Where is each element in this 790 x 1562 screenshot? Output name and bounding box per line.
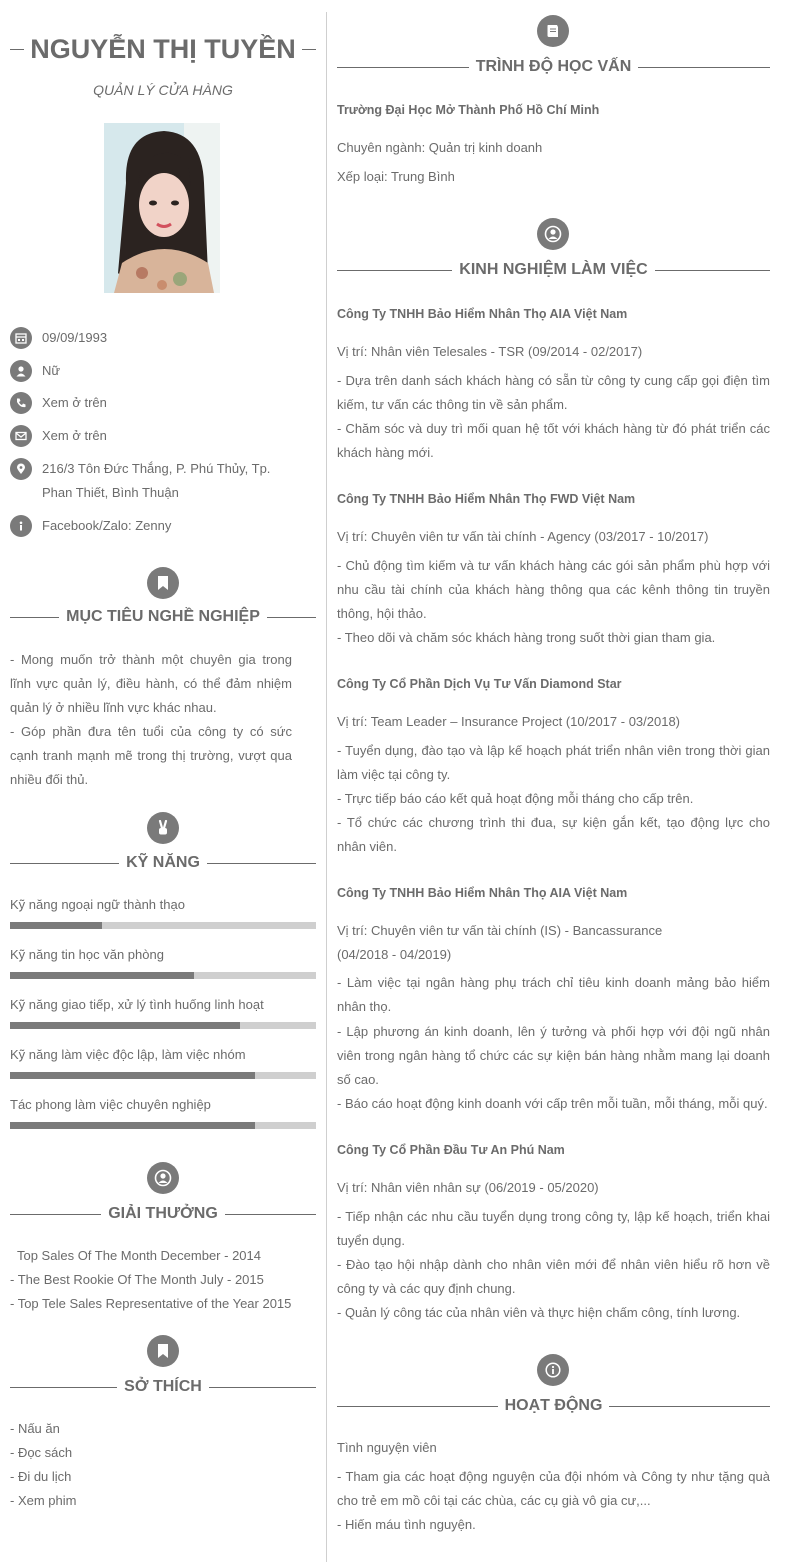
social-value: Facebook/Zalo: Zenny [42, 518, 172, 533]
skill-bar [10, 1122, 316, 1129]
job-duty: - Trực tiếp báo cáo kết quả hoạt động mỗi tháng cho cấp trên. [337, 791, 694, 806]
social-row [10, 514, 316, 538]
objective-text-1: - Mong muốn trở thành một chuyên gia trong lĩnh vực quản lý, điều hành, có thể đảm nhiệm quản lý ở nhiều lĩnh vực khác nhau. [10, 652, 292, 715]
experience-title-row [337, 261, 770, 279]
award-item: Top Sales Of The Month December - 2014 [10, 1248, 261, 1263]
skill-bar-fill [10, 922, 102, 929]
name-header [10, 34, 316, 65]
job-duty: - Làm việc tại ngân hàng phụ trách chỉ tiêu kinh doanh mảng bảo hiểm nhân thọ. [337, 975, 770, 1014]
activity-name: Tình nguyện viên [337, 1440, 437, 1455]
skill-bar [10, 972, 316, 979]
job-company: Công Ty TNHH Bảo Hiểm Nhân Thọ AIA Việt Nam [337, 886, 628, 900]
skill-bar-fill [10, 1022, 240, 1029]
skill-bar-fill [10, 972, 194, 979]
award-item: - Top Tele Sales Representative of the Year 2015 [10, 1296, 292, 1311]
address-value: 216/3 Tôn Đức Thắng, P. Phú Thủy, Tp. Phan Thiết, Bình Thuận [42, 461, 271, 500]
column-divider [326, 12, 327, 1562]
awards-title: GIẢI THƯỞNG [108, 1205, 218, 1222]
school-name: Trường Đại Học Mở Thành Phố Hồ Chí Minh [337, 103, 600, 117]
experience-title: KINH NGHIỆM LÀM VIỆC [459, 261, 648, 278]
birthday-value: 09/09/1993 [42, 330, 108, 345]
skill-item [10, 895, 316, 929]
skills-title-row [10, 854, 316, 872]
skill-label: Tác phong làm việc chuyên nghiệp [10, 1097, 211, 1112]
job-position: Vị trí: Nhân viên Telesales - TSR (09/2014 - 02/2017) [337, 344, 643, 359]
job-duty: - Tiếp nhận các nhu cầu tuyển dụng trong công ty, lập kế hoạch, triển khai tuyển dụng. [337, 1209, 770, 1248]
profile-photo [104, 123, 220, 293]
hobby-item: - Đọc sách [10, 1445, 73, 1460]
objective-text-2: - Góp phần đưa tên tuổi của công ty có sức cạnh tranh mạnh mẽ trong thị trường, vượt qua nhiều đối thủ. [10, 724, 292, 787]
job-company: Công Ty Cổ Phần Dịch Vụ Tư Vấn Diamond Star [337, 677, 622, 691]
activity-item: - Tham gia các hoạt động nguyện của đội nhóm và Công ty như tặng quà cho trẻ em mồ côi tại các chùa, các cụ già vô gia cư,... [337, 1469, 770, 1508]
hobbies-title-row [10, 1378, 316, 1396]
objective-title: MỤC TIÊU NGHỀ NGHIỆP [66, 608, 260, 625]
job-company: Công Ty TNHH Bảo Hiểm Nhân Thọ FWD Việt Nam [337, 492, 636, 506]
phone-value: Xem ở trên [42, 395, 107, 410]
job-position: Vị trí: Team Leader – Insurance Project (10/2017 - 03/2018) [337, 714, 681, 729]
job-duty: - Tổ chức các chương trình thi đua, sự kiện gắn kết, tạo động lực cho nhân viên. [337, 815, 770, 854]
job-duty: - Tuyển dụng, đào tạo và lập kế hoạch phát triển nhân viên trong thời gian làm việc tại công ty. [337, 743, 770, 782]
activities-title: HOẠT ĐỘNG [504, 1397, 603, 1414]
user-circle-icon [537, 218, 569, 250]
hobbies-title: SỞ THÍCH [124, 1378, 202, 1395]
info-icon [10, 515, 32, 537]
activities-title-row [337, 1397, 770, 1415]
education-title-row [337, 58, 770, 76]
skill-bar [10, 1022, 316, 1029]
skill-bar-fill [10, 1072, 255, 1079]
skill-label: Kỹ năng tin học văn phòng [10, 947, 164, 962]
skill-item [10, 1045, 316, 1079]
candidate-name: NGUYỄN THỊ TUYỀN [30, 34, 296, 64]
mail-icon [10, 425, 32, 447]
skill-item [10, 995, 316, 1029]
hobby-item: - Nấu ăn [10, 1421, 60, 1436]
skill-label: Kỹ năng giao tiếp, xử lý tình huống linh hoạt [10, 997, 264, 1012]
job-duty: - Báo cáo hoạt động kinh doanh với cấp trên mỗi tuần, mỗi tháng, mỗi quý. [337, 1096, 768, 1111]
skill-label: Kỹ năng làm việc độc lập, làm việc nhóm [10, 1047, 246, 1062]
job-position: Vị trí: Chuyên viên tư vấn tài chính - Agency (03/2017 - 10/2017) [337, 529, 709, 544]
user-circle-icon [147, 1162, 179, 1194]
location-pin-icon [10, 458, 32, 480]
job-duty: - Dựa trên danh sách khách hàng có sẵn từ công ty cung cấp gọi điện tìm kiếm, tư vấn các thông tin về sản phẩm. [337, 373, 770, 412]
job-position: Vị trí: Nhân viên nhân sự (06/2019 - 05/2020) [337, 1180, 599, 1195]
job-duty: - Đào tạo hội nhập dành cho nhân viên mới để nhân viên hiểu rõ hơn về công ty và các quy định chung. [337, 1257, 770, 1296]
book-icon [537, 15, 569, 47]
gender-value: Nữ [42, 363, 61, 378]
job-duty: - Quản lý công tác của nhân viên và thực hiện chấm công, tính lương. [337, 1305, 741, 1320]
objective-title-row [10, 608, 316, 626]
phone-icon [10, 392, 32, 414]
skill-bar [10, 1072, 316, 1079]
birthday-row [10, 326, 316, 350]
address-row [10, 457, 280, 505]
major: Chuyên ngành: Quản trị kinh doanh [337, 140, 543, 155]
gender-row [10, 359, 316, 383]
job-duty: - Chủ động tìm kiếm và tư vấn khách hàng các gói sản phẩm phù hợp với nhu cầu tài chính của khách hàng thông qua các kênh thông tin truyền thông, hội thảo. [337, 558, 770, 621]
calendar-icon [10, 327, 32, 349]
email-row [10, 424, 316, 448]
bookmark-icon [147, 567, 179, 599]
skill-bar-fill [10, 1122, 255, 1129]
job-duty: - Lập phương án kinh doanh, lên ý tưởng và phối hợp với đội ngũ nhân viên trong ngân hàng tổ chức các sự kiện bán hàng nhằm mang lại doanh số cao. [337, 1024, 770, 1087]
bookmark-icon [147, 1335, 179, 1367]
skill-label: Kỹ năng ngoại ngữ thành thạo [10, 897, 185, 912]
job-duty: - Chăm sóc và duy trì mối quan hệ tốt với khách hàng từ đó phát triển các khách hàng mới. [337, 421, 770, 460]
skill-item [10, 1095, 316, 1129]
candidate-role: QUẢN LÝ CỬA HÀNG [93, 82, 233, 98]
job-position: Vị trí: Chuyên viên tư vấn tài chính (IS) - Bancassurance (04/2018 - 04/2019) [337, 923, 663, 962]
skill-bar [10, 922, 316, 929]
award-item: - The Best Rookie Of The Month July - 2015 [10, 1272, 264, 1287]
peace-hand-icon [147, 812, 179, 844]
grade: Xếp loại: Trung Bình [337, 169, 455, 184]
hobby-item: - Xem phim [10, 1493, 77, 1508]
skills-title: KỸ NĂNG [126, 854, 200, 871]
education-title: TRÌNH ĐỘ HỌC VẤN [475, 58, 632, 75]
job-company: Công Ty Cổ Phần Đầu Tư An Phú Nam [337, 1143, 565, 1157]
job-company: Công Ty TNHH Bảo Hiểm Nhân Thọ AIA Việt Nam [337, 307, 628, 321]
skill-item [10, 945, 316, 979]
awards-title-row [10, 1205, 316, 1223]
phone-row [10, 391, 316, 415]
email-value: Xem ở trên [42, 428, 107, 443]
hobby-item: - Đi du lịch [10, 1469, 72, 1484]
job-duty: - Theo dõi và chăm sóc khách hàng trong suốt thời gian tham gia. [337, 630, 716, 645]
activity-item: - Hiến máu tình nguyện. [337, 1517, 476, 1532]
info-icon [537, 1354, 569, 1386]
user-icon [10, 360, 32, 382]
